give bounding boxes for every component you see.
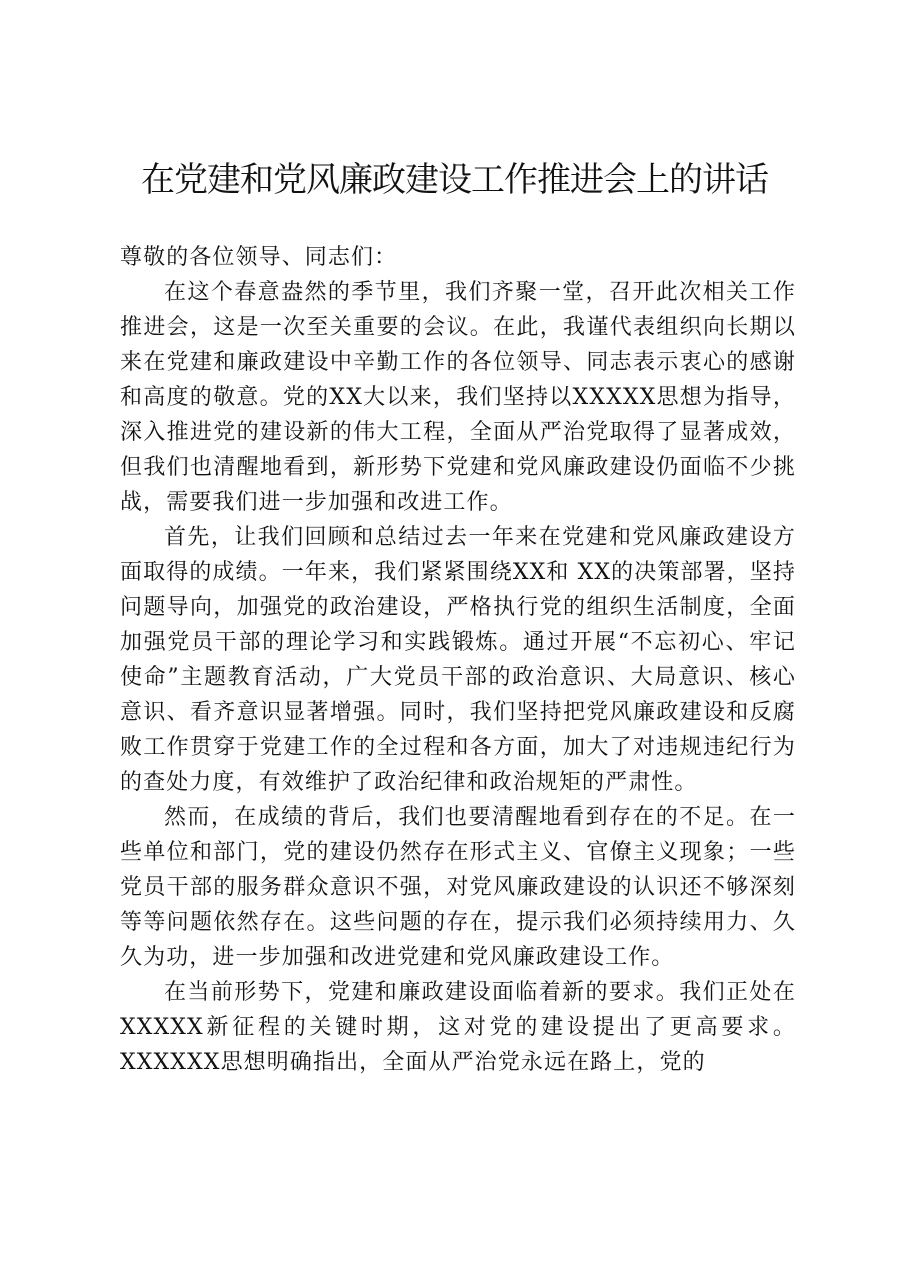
document-title: 在党建和党风廉政建设工作推进会上的讲话 (141, 160, 768, 200)
paragraph-new-requirements: 在当前形势下，党建和廉政建设面临着新的要求。我们正处在XXXXX新征程的关键时期，这对党的建设提出了更高要求。XXXXXX思想明确指出，全面从严治党永远在路上，党的 (120, 980, 796, 1075)
salutation: 尊敬的各位领导、同志们： (120, 245, 398, 270)
paragraph-achievements: 首先，让我们回顾和总结过去一年来在党建和党风廉政建设方面取得的成绩。一年来，我们紧紧围绕XX和 XX的决策部署，坚持问题导向，加强党的政治建设，严格执行党的组织生活制度，全面加强党员干部的理论学习和实践锻炼。通过开展“不忘初心、牢记使命”主题教育活动，广大党员干部的政治意识、大局意识、核心意识、看齐意识显著增强。同时，我们坚持把党风廉政建设和反腐败工作贯穿于党建工作的全过程和各方面，加大了对违规违纪行为的查处力度，有效维护了政治纪律和政治规矩的严肃性。 (120, 525, 796, 795)
paragraph-shortcomings: 然而，在成绩的背后，我们也要清醒地看到存在的不足。在一些单位和部门，党的建设仍然存在形式主义、官僚主义现象；一些党员干部的服务群众意识不强，对党风廉政建设的认识还不够深刻等等问题依然存在。这些问题的存在，提示我们必须持续用力、久久为功，进一步加强和改进党建和党风廉政建设工作。 (120, 805, 796, 970)
paragraph-opening: 在这个春意盎然的季节里，我们齐聚一堂，召开此次相关工作推进会，这是一次至关重要的会议。在此，我谨代表组织向长期以来在党建和廉政建设中辛勤工作的各位领导、同志表示衷心的感谢和高度的敬意。党的XX大以来，我们坚持以XXXXX思想为指导，深入推进党的建设新的伟大工程，全面从严治党取得了显著成效，但我们也清醒地看到，新形势下党建和党风廉政建设仍面临不少挑战，需要我们进一步加强和改进工作。 (120, 280, 796, 515)
document-body (120, 240, 796, 1080)
